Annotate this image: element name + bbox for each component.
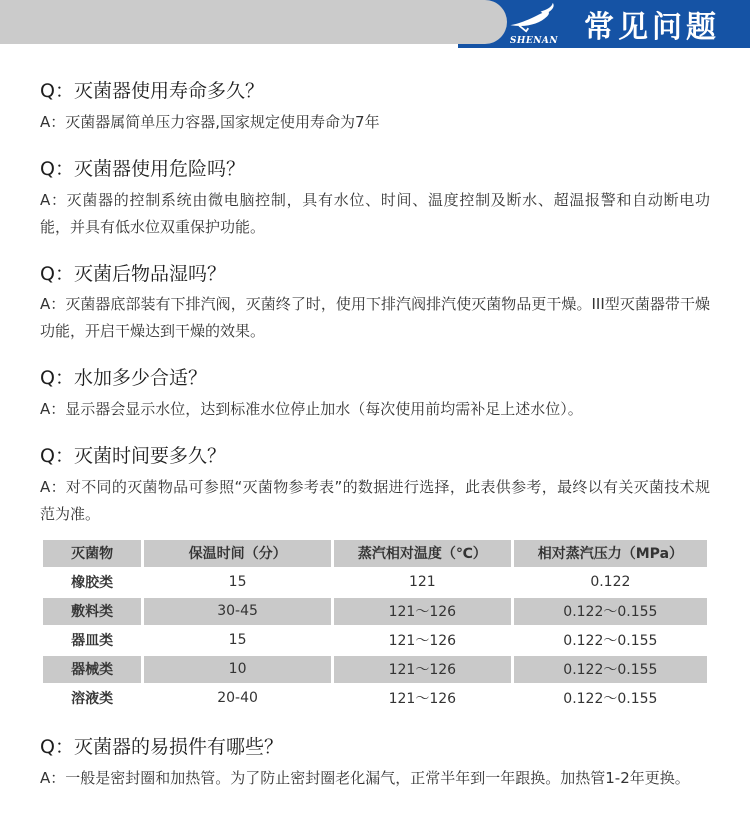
faq-answer: A：灭菌器的控制系统由微电脑控制，具有水位、时间、温度控制及断水、超温报警和自动断电功能，并具有低水位双重保护功能。 — [40, 190, 710, 236]
table-cell: 敷料类 — [43, 598, 141, 625]
table-header-cell: 保温时间（分） — [144, 540, 331, 567]
table-header-row — [43, 540, 707, 567]
table-cell: 0.122～0.155 — [514, 656, 707, 683]
faq-answer: A：灭菌器属简单压力容器,国家规定使用寿命为7年 — [40, 112, 380, 131]
table-row — [43, 598, 707, 625]
table-header-cell: 蒸汽相对温度（℃） — [334, 540, 511, 567]
table-cell: 橡胶类 — [71, 575, 114, 592]
faq-question: Q：灭菌后物品湿吗？ — [40, 262, 226, 285]
faq-question: Q：水加多少合适？ — [40, 367, 207, 390]
table-row — [43, 627, 707, 654]
table-row — [43, 685, 707, 712]
table-cell: 121～126 — [388, 691, 457, 708]
faq-item — [40, 736, 710, 792]
brand-name: SHENAN — [509, 36, 559, 46]
table-cell: 121～126 — [334, 598, 511, 625]
faq-item — [40, 445, 710, 528]
faq-answer: A：对不同的灭菌物品可参照“灭菌物参考表”的数据进行选择，此表供参考，最终以有关灭菌技术规范为准。 — [40, 477, 710, 523]
faq-content — [0, 48, 750, 792]
table-header-cell: 灭菌物 — [43, 540, 141, 567]
faq-question: Q：灭菌器使用寿命多久？ — [40, 80, 264, 102]
table-cell: 30-45 — [144, 598, 331, 625]
page-header — [0, 0, 750, 48]
header-banner-gray — [0, 0, 507, 44]
crane-logo-icon — [506, 2, 562, 36]
faq-question: Q：灭菌器使用危险吗？ — [40, 157, 245, 180]
table-cell: 121 — [408, 574, 436, 591]
faq-item — [40, 80, 710, 136]
brand-logo — [506, 2, 562, 46]
sterilization-reference-table — [40, 538, 710, 714]
table-cell: 15 — [228, 574, 247, 591]
faq-item — [40, 158, 710, 241]
table-cell: 0.122 — [590, 574, 631, 591]
faq-item — [40, 367, 710, 423]
table-cell: 10 — [144, 656, 331, 683]
table-cell: 0.122～0.155 — [563, 691, 658, 708]
faq-answer: A：显示器会显示水位，达到标准水位停止加水（每次使用前均需补足上述水位）。 — [40, 400, 583, 419]
table-cell: 121～126 — [334, 656, 511, 683]
table-cell: 溶液类 — [71, 691, 114, 708]
faq-item — [40, 263, 710, 346]
table-cell: 121～126 — [388, 633, 457, 650]
page-title: 常见问题 — [584, 10, 720, 45]
faq-answer: A：灭菌器底部装有下排汽阀，灭菌终了时，使用下排汽阀排汽使灭菌物品更干燥。III型灭菌器带干燥功能，开启干燥达到干燥的效果。 — [40, 295, 710, 341]
table-row — [43, 656, 707, 683]
table-cell: 15 — [228, 632, 247, 649]
faq-question: Q：灭菌器的易损件有哪些？ — [40, 735, 283, 758]
table-row — [43, 569, 707, 596]
table-cell: 0.122～0.155 — [514, 598, 707, 625]
faq-question: Q：灭菌时间要多久？ — [40, 445, 226, 468]
table-cell: 20-40 — [217, 690, 258, 707]
faq-answer: A：一般是密封圈和加热管。为了防止密封圈老化漏气，正常半年到一年跟换。加热管1-2年更换。 — [40, 768, 690, 787]
table-cell: 器皿类 — [71, 633, 114, 650]
table-header-cell: 相对蒸汽压力（MPa） — [514, 540, 707, 567]
table-cell: 0.122～0.155 — [563, 633, 658, 650]
table-cell: 器械类 — [43, 656, 141, 683]
